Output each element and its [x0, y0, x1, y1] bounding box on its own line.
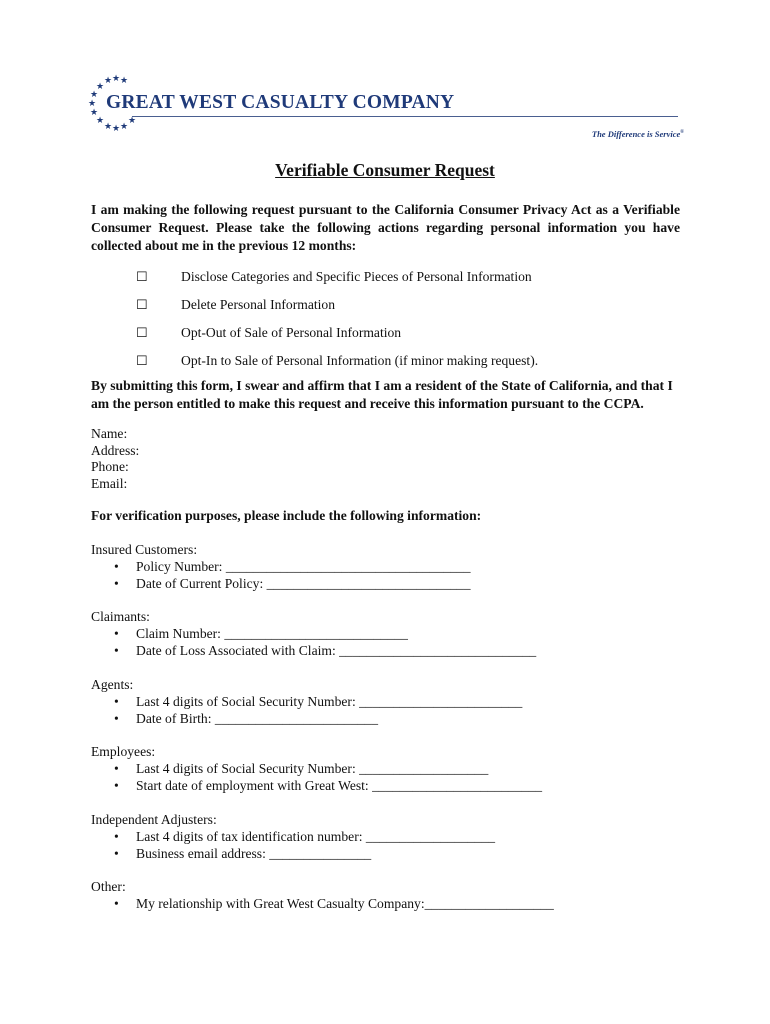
email-label[interactable]: Email: — [91, 475, 128, 491]
option-disclose — [136, 267, 538, 295]
list-item[interactable] — [91, 625, 536, 642]
employees-section — [91, 743, 542, 794]
list-item[interactable] — [91, 642, 536, 659]
svg-text:★: ★ — [95, 116, 105, 126]
list-item[interactable] — [91, 845, 495, 862]
contact-fields — [91, 426, 139, 492]
bullet: • — [114, 829, 119, 844]
bullet: • — [114, 643, 119, 658]
list-item[interactable] — [91, 558, 471, 575]
option-delete — [136, 295, 538, 323]
svg-text:★: ★ — [111, 74, 121, 84]
bullet: • — [114, 761, 119, 776]
svg-text:★: ★ — [103, 122, 113, 132]
bullet: • — [114, 846, 119, 861]
date-of-birth-field[interactable]: Date of Birth: ________________________ — [136, 711, 379, 726]
svg-text:★: ★ — [89, 108, 99, 118]
page-title: Verifiable Consumer Request — [275, 160, 495, 180]
policy-number-field[interactable]: Policy Number: ____________________________________ — [136, 559, 471, 574]
list-item[interactable] — [91, 777, 542, 794]
list-item[interactable] — [91, 710, 522, 727]
tagline-text: The Difference is Service — [591, 129, 681, 139]
option-opt-in — [136, 351, 538, 379]
tax-id-field[interactable]: Last 4 digits of tax identification number: ___________________ — [136, 829, 496, 844]
svg-text:★: ★ — [89, 90, 99, 100]
bullet: • — [114, 559, 119, 574]
adjusters-section — [91, 811, 495, 862]
bullet: • — [114, 896, 119, 911]
option-label: Opt-In to Sale of Personal Information (if minor making request). — [181, 353, 539, 368]
svg-text:★: ★ — [103, 76, 113, 86]
bullet: • — [114, 626, 119, 641]
registered-mark: ® — [680, 130, 684, 136]
section-heading: Employees: — [91, 744, 156, 759]
svg-text:★: ★ — [119, 76, 129, 86]
svg-text:★: ★ — [119, 122, 129, 132]
header-rule — [132, 116, 678, 117]
section-heading: Insured Customers: — [91, 542, 198, 557]
section-heading: Agents: — [91, 677, 134, 692]
bullet: • — [114, 778, 119, 793]
name-label[interactable]: Name: — [91, 426, 128, 441]
list-item[interactable] — [91, 693, 522, 710]
agents-section — [91, 676, 522, 727]
request-options — [136, 267, 538, 379]
relationship-field[interactable]: My relationship with Great West Casualty Company:___________________ — [136, 896, 554, 911]
disclose-checkbox[interactable]: ☐ — [136, 269, 148, 284]
opt-in-checkbox[interactable]: ☐ — [136, 353, 148, 368]
company-logo — [86, 74, 686, 144]
employee-ssn-field[interactable]: Last 4 digits of Social Security Number: ___________________ — [136, 761, 489, 776]
svg-text:★: ★ — [111, 124, 121, 134]
svg-text:★: ★ — [87, 99, 97, 109]
bullet: • — [114, 711, 119, 726]
list-item[interactable] — [91, 760, 542, 777]
bullet: • — [114, 694, 119, 709]
verification-heading: For verification purposes, please include the following information: — [91, 508, 482, 523]
tagline — [592, 129, 684, 139]
opt-out-checkbox[interactable]: ☐ — [136, 325, 148, 340]
affirmation-paragraph: By submitting this form, I swear and affirm that I am a resident of the State of California, and that I am the person entitled to make this request and receive this information pursuant to the CCPA. — [91, 378, 673, 411]
claimants-section — [91, 608, 536, 659]
option-label: Opt-Out of Sale of Personal Information — [181, 325, 402, 340]
agent-ssn-field[interactable]: Last 4 digits of Social Security Number: ________________________ — [136, 694, 523, 709]
date-of-loss-field[interactable]: Date of Loss Associated with Claim: _____________________________ — [136, 643, 537, 658]
delete-checkbox[interactable]: ☐ — [136, 297, 148, 312]
start-date-field[interactable]: Start date of employment with Great West: _________________________ — [136, 778, 543, 793]
policy-date-field[interactable]: Date of Current Policy: ______________________________ — [136, 576, 471, 591]
svg-text:★: ★ — [127, 116, 137, 126]
section-heading: Claimants: — [91, 609, 150, 624]
section-heading: Other: — [91, 879, 126, 894]
claim-number-field[interactable]: Claim Number: ___________________________ — [136, 626, 408, 641]
list-item[interactable] — [91, 895, 554, 912]
insured-section — [91, 541, 471, 592]
address-label[interactable]: Address: — [91, 442, 140, 458]
option-label: Delete Personal Information — [181, 297, 336, 312]
bullet: • — [114, 576, 119, 591]
option-opt-out — [136, 323, 538, 351]
svg-text:★: ★ — [95, 82, 105, 92]
other-section — [91, 878, 554, 912]
list-item[interactable] — [91, 575, 471, 592]
company-name: GREAT WEST CASUALTY COMPANY — [106, 92, 455, 113]
list-item[interactable] — [91, 828, 495, 845]
option-label: Disclose Categories and Specific Pieces of Personal Information — [181, 269, 532, 284]
intro-paragraph: I am making the following request pursuant to the California Consumer Privacy Act as a Verifiable Consumer Request. Please take the following actions regarding personal information you have collected about me in the previous 12 months: — [91, 202, 680, 253]
phone-label[interactable]: Phone: — [91, 459, 129, 475]
section-heading: Independent Adjusters: — [91, 812, 217, 827]
business-email-field[interactable]: Business email address: _______________ — [136, 846, 372, 861]
